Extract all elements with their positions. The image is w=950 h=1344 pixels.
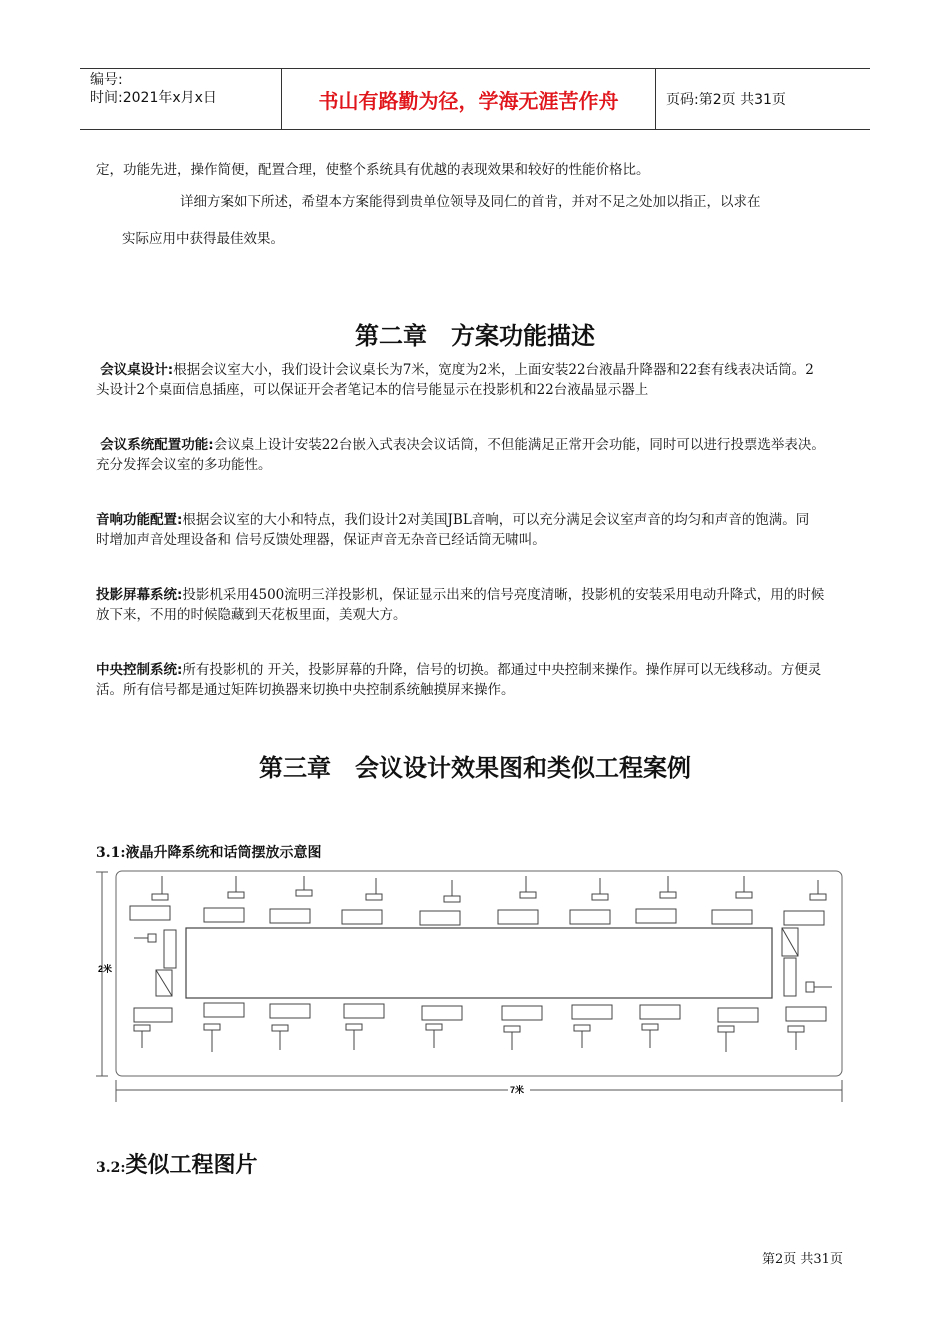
lcd-lift <box>640 1005 680 1019</box>
mic-unit <box>788 1026 804 1032</box>
bottom-row-cables <box>142 1030 796 1052</box>
lcd-lift <box>204 908 244 922</box>
subsection-3-1-title: 3.1:液晶升降系统和话筒摆放示意图 <box>96 845 322 861</box>
doc-time-label: 时间:2021年x月x日 <box>90 90 217 106</box>
conference-table <box>186 928 772 998</box>
mic-unit <box>574 1025 590 1031</box>
section-text-cont: 放下来，不用的时候隐藏到天花板里面，美观大方。 <box>96 607 407 623</box>
lcd-lift <box>342 910 382 924</box>
intro-line-3: 实际应用中获得最佳效果。 <box>122 231 284 247</box>
mic-right <box>806 982 814 992</box>
mic-left <box>148 934 156 942</box>
section-text-cont: 时增加声音处理设备和 信号反馈处理器，保证声音无杂音已经话筒无啸叫。 <box>96 532 546 548</box>
lcd-lift <box>786 1007 826 1021</box>
lcd-lift <box>344 1004 384 1018</box>
lcd-lift <box>420 911 460 925</box>
speaker-left-diagonal <box>156 970 172 996</box>
lcd-lift <box>130 906 170 920</box>
section-label: 中央控制系统: <box>96 662 183 678</box>
top-row-devices <box>130 890 826 925</box>
lcd-lift <box>502 1006 542 1020</box>
lcd-lift <box>422 1006 462 1020</box>
lcd-lift <box>570 910 610 924</box>
page-footer: 第2页 共31页 <box>762 1252 843 1267</box>
length-dimension <box>116 1080 842 1102</box>
header-meta <box>80 69 282 129</box>
section-projection <box>96 585 866 625</box>
lcd-lift <box>784 911 824 925</box>
subsection-3-2-number: 3.2: <box>96 1160 126 1176</box>
mic-unit <box>366 894 382 900</box>
section-label: 会议桌设计: <box>100 362 174 378</box>
section-label: 投影屏幕系统: <box>96 587 183 603</box>
lcd-lift <box>498 910 538 924</box>
speaker-right-diagonal <box>782 928 798 956</box>
section-central-control <box>96 660 866 700</box>
section-text: 根据会议室大小，我们设计会议桌长为7米，宽度为2米，上面安装22台液晶升降器和22套有线表决话筒。2 <box>173 362 814 378</box>
intro-line-1: 定，功能先进，操作简便，配置合理，使整个系统具有优越的表现效果和较好的性能价格比。 <box>96 162 650 178</box>
width-label: 2米 <box>98 964 113 974</box>
table-layout-diagram <box>96 868 852 1104</box>
section-text-cont: 头设计2个桌面信息插座，可以保证开会者笔记本的信号能显示在投影机和22台液晶显示器上 <box>96 382 649 398</box>
room-outline <box>116 871 842 1076</box>
mic-unit <box>810 894 826 900</box>
section-meeting-system <box>96 435 866 475</box>
section-audio <box>96 510 866 550</box>
mic-unit <box>520 892 536 898</box>
lcd-lift <box>718 1008 758 1022</box>
lcd-lift <box>636 909 676 923</box>
section-text-cont: 活。所有信号都是通过矩阵切换器来切换中央控制系统触摸屏来操作。 <box>96 682 515 698</box>
section-text: 投影机采用4500流明三洋投影机，保证显示出来的信号亮度清晰，投影机的安装采用电动升降式，用的时候 <box>182 587 825 603</box>
section-text: 根据会议室的大小和特点，我们设计2对美国JBL音响，可以充分满足会议室声音的均匀和声音的饱满。同 <box>182 512 810 528</box>
section-label: 会议系统配置功能: <box>100 437 214 453</box>
lcd-lift <box>712 910 752 924</box>
mic-unit <box>426 1024 442 1030</box>
mic-unit <box>642 1024 658 1030</box>
chapter-3-title: 第三章 会议设计效果图和类似工程案例 <box>259 754 691 782</box>
mic-unit <box>134 1025 150 1031</box>
lcd-lift <box>204 1003 244 1017</box>
section-text: 所有投影机的 开关，投影屏幕的升降，信号的切换。都通过中央控制来操作。操作屏可以无线移动。方便灵 <box>182 662 822 678</box>
mic-unit <box>592 894 608 900</box>
side-cabinet-left <box>164 930 176 968</box>
mic-unit <box>660 892 676 898</box>
header-page-label: 页码:第2页 共31页 <box>666 92 786 108</box>
mic-unit <box>228 892 244 898</box>
subsection-3-2-title <box>96 1148 258 1179</box>
doc-number-label: 编号: <box>90 72 123 88</box>
mic-unit <box>504 1026 520 1032</box>
subsection-3-2-text: 类似工程图片 <box>125 1153 258 1178</box>
section-text-cont: 充分发挥会议室的多功能性。 <box>96 457 272 473</box>
width-dimension <box>96 872 108 1076</box>
lcd-lift <box>270 1004 310 1018</box>
lcd-lift <box>134 1008 172 1022</box>
mic-unit <box>718 1026 734 1032</box>
section-conference-table <box>96 360 866 400</box>
intro-line-2: 详细方案如下所述，希望本方案能得到贵单位领导及同仁的首肯，并对不足之处加以指正，以求在 <box>180 194 761 210</box>
header-motto: 书山有路勤为径，学海无涯苦作舟 <box>282 69 656 129</box>
page-header <box>80 68 870 130</box>
section-label: 音响功能配置: <box>96 512 183 528</box>
chapter-2-title: 第二章 方案功能描述 <box>355 322 595 350</box>
lcd-lift <box>270 909 310 923</box>
section-text: 会议桌上设计安装22台嵌入式表决会议话筒，不但能满足正常开会功能，同时可以进行投票选举表决。 <box>213 437 825 453</box>
mic-unit <box>444 896 460 902</box>
lcd-lift <box>572 1005 612 1019</box>
mic-unit <box>296 890 312 896</box>
mic-unit <box>204 1024 220 1030</box>
bottom-row-devices <box>134 1003 826 1032</box>
mic-unit <box>346 1024 362 1030</box>
side-cabinet-right <box>784 958 796 996</box>
mic-unit <box>736 892 752 898</box>
length-label: 7米 <box>510 1085 525 1095</box>
top-row-cables <box>162 876 818 896</box>
mic-unit <box>272 1025 288 1031</box>
mic-unit <box>152 894 168 900</box>
